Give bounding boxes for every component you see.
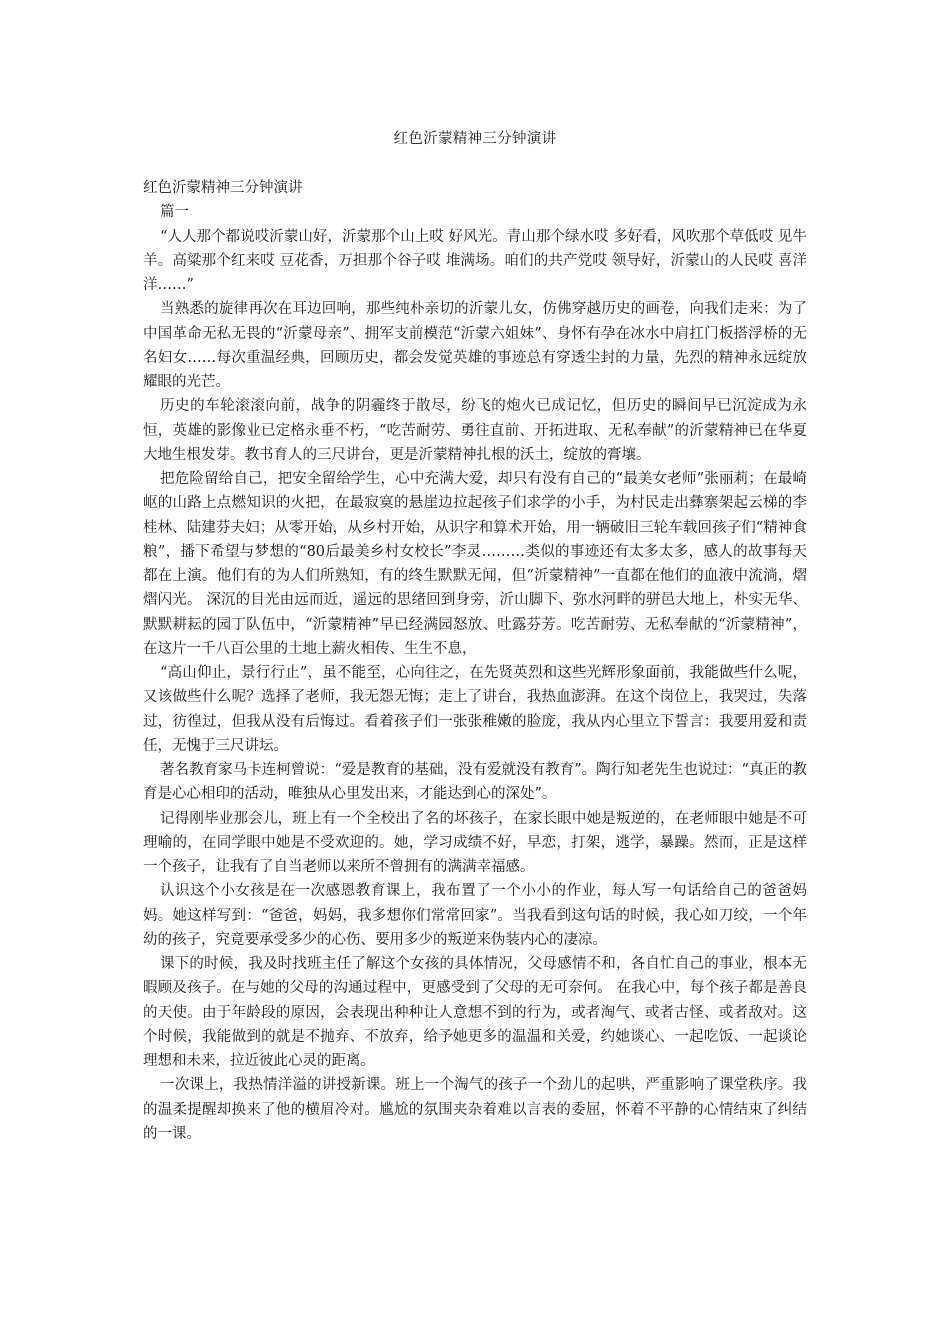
paragraph: “高山仰止，景行行止”，虽不能至，心向往之，在先贤英烈和这些光辉形象面前，我能做些什么呢，又该做些什么呢？选择了老师，我无怨无悔；走上了讲台，我热血澎湃。在这个岗位上，我哭过，失落过，彷徨过，但我从没有后悔过。看着孩子们一张张稚嫩的脸庞，我从内心里立下誓言：我要用爱和责任，无愧于三尺讲坛。 [143, 665, 807, 754]
paragraph: 一次课上，我热情洋溢的讲授新课。班上一个淘气的孩子一个劲儿的起哄，严重影响了课堂秩序。我的温柔提醒却换来了他的横眉冷对。尴尬的氛围夹杂着难以言表的委屈，怀着不平静的心情结束了纠结的一课。 [143, 1077, 807, 1142]
document-subtitle: 红色沂蒙精神三分钟演讲 [143, 180, 303, 196]
section-label: 篇一 [160, 204, 189, 221]
document-body [143, 176, 807, 1146]
paragraph: 认识这个小女孩是在一次感恩教育课上，我布置了一个小小的作业，每人写一句话给自己的爸爸妈妈。她这样写到：“爸爸，妈妈，我多想你们常常回家”。当我看到这句话的时候，我心如刀绞，一个年幼的孩子，究竟要承受多少的心伤、要用多少的叛逆来伪装内心的凄凉。 [143, 883, 807, 948]
paragraph: 记得刚毕业那会儿，班上有一个全校出了名的坏孩子，在家长眼中她是叛逆的，在老师眼中她是不可理喻的，在同学眼中她是不受欢迎的。她，学习成绩不好，早恋，打架，逃学，暴躁。然而，正是这样一个孩子，让我有了自当老师以来所不曾拥有的满满幸福感。 [143, 810, 807, 875]
paragraph: 把危险留给自己，把安全留给学生，心中充满大爱，却只有没有自己的“最美女老师”张丽莉；在最崎岖的山路上点燃知识的火把，在最寂寞的悬崖边拉起孩子们求学的小手，为村民走出彝寨架起云梯的李桂林、陆建芬夫妇；从零开始，从乡村开始，从识字和算术开始，用一辆破旧三轮车载回孩子们“精神食粮”，播下希望与梦想的“80后最美乡村女校长”李灵………类似的事迹还有太多太多，感人的故事每天都在上演。他们有的为人们所熟知，有的终生默默无闻，但“沂蒙精神”一直都在他们的血液中流淌，熠熠闪光。 深沉的目光由远而近，遥远的思绪回到身旁，沂山脚下、弥水河畔的骈邑大地上，朴实无华、默默耕耘的园丁队伍中，“沂蒙精神”早已经满园怒放、吐露芬芳。吃苦耐劳、无私奉献的“沂蒙精神”，在这片一千八百公里的土地上薪火相传、生生不息， [143, 471, 807, 657]
paragraph: 历史的车轮滚滚向前，战争的阴霾终于散尽，纷飞的炮火已成记忆，但历史的瞬间早已沉淀成为永恒，英雄的影像业已定格永垂不朽，“吃苦耐劳、勇往直前、开拓进取、无私奉献”的沂蒙精神已在华夏大地生根发芽。教书育人的三尺讲台，更是沂蒙精神扎根的沃土，绽放的膏壤。 [143, 398, 807, 463]
paragraph: 课下的时候，我及时找班主任了解这个女孩的具体情况，父母感情不和，各自忙自己的事业，根本无暇顾及孩子。在与她的父母的沟通过程中，更感受到了父母的无可奈何。 在我心中，每个孩子都是善良的天使。由于年龄段的原因，会表现出种种让人意想不到的行为，或者淘气、或者古怪、或者敌对。这个时候，我能做到的就是不抛弃、不放弃，给予她更多的温温和关爱，约她谈心、一起吃饭、一起谈论理想和未来，拉近彼此心灵的距离。 [143, 956, 807, 1069]
paragraph: 著名教育家马卡连柯曾说：“爱是教育的基础，没有爱就没有教育”。陶行知老先生也说过：“真正的教育是心心相印的活动，唯独从心里发出来，才能达到心的深处”。 [143, 762, 807, 803]
paragraph: 当熟悉的旋律再次在耳边回响，那些纯朴亲切的沂蒙儿女，仿佛穿越历史的画卷，向我们走来：为了中国革命无私无畏的“沂蒙母亲”、拥军支前模范“沂蒙六姐妹”、身怀有孕在冰水中肩扛门板搭浮桥的无名妇女……每次重温经典，回顾历史，都会发觉英雄的事迹总有穿透尘封的力量，先烈的精神永远绽放耀眼的光芒。 [143, 301, 807, 390]
document-title: 红色沂蒙精神三分钟演讲 [393, 131, 557, 147]
paragraph: “人人那个都说哎沂蒙山好，沂蒙那个山上哎 好风光。青山那个绿水哎 多好看，风吹那个草低哎 见牛羊。高粱那个红来哎 豆花香，万担那个谷子哎 堆满场。咱们的共产党哎 领导好，沂蒙山的人民哎 喜洋洋……” [143, 228, 807, 293]
